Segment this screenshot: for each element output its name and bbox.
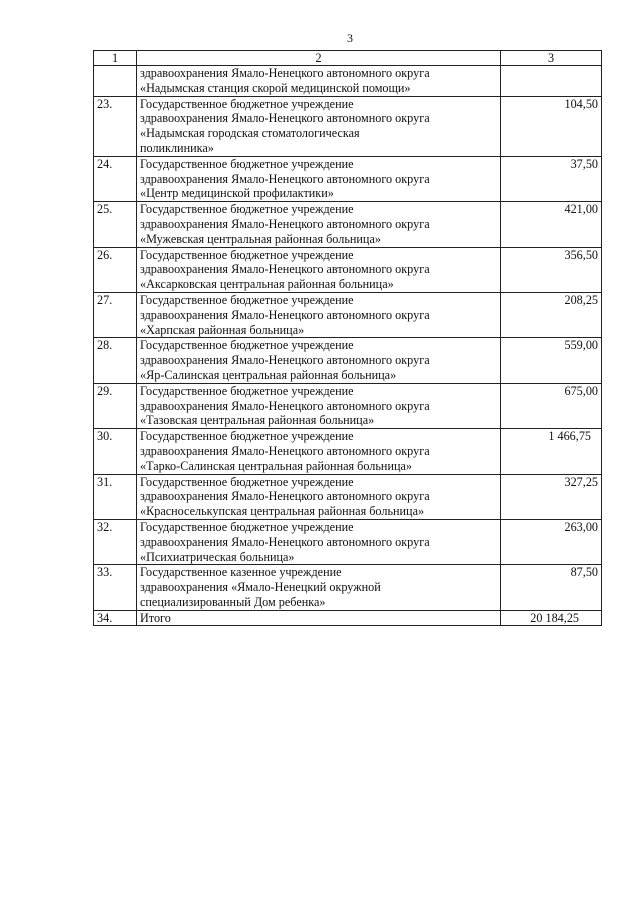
- name-line: Государственное бюджетное учреждение: [140, 474, 354, 489]
- table-row: [94, 474, 602, 519]
- institution-name: [137, 565, 501, 610]
- row-number: 24.: [94, 156, 137, 201]
- row-number: 32.: [94, 519, 137, 564]
- row-number: 29.: [94, 383, 137, 428]
- name-line: Государственное бюджетное учреждение: [140, 156, 354, 171]
- institution-name: [137, 519, 501, 564]
- institution-name: [137, 202, 501, 247]
- allocation-table: [93, 50, 602, 626]
- name-line: «Психиатрическая больница»: [140, 549, 295, 564]
- amount-cell: 675,00: [501, 383, 602, 428]
- row-number: 28.: [94, 338, 137, 383]
- name-line: здравоохранения «Ямало-Ненецкий окружной: [140, 580, 381, 595]
- amount-cell: 87,50: [501, 565, 602, 610]
- table-header-row: [94, 51, 602, 66]
- column-header-number: 1: [94, 51, 137, 66]
- table-row: [94, 156, 602, 201]
- institution-name: [137, 292, 501, 337]
- name-line: здравоохранения Ямало-Ненецкого автономного округа: [140, 171, 430, 186]
- name-line: здравоохранения Ямало-Ненецкого автономного округа: [140, 489, 430, 504]
- row-number: 27.: [94, 292, 137, 337]
- amount-cell: 421,00: [501, 202, 602, 247]
- institution-name: [137, 474, 501, 519]
- name-line: «Мужевская центральная районная больница»: [140, 231, 381, 246]
- amount-cell: 327,25: [501, 474, 602, 519]
- name-line: здравоохранения Ямало-Ненецкого автономного округа: [140, 216, 430, 231]
- name-line: здравоохранения Ямало-Ненецкого автономного округа: [140, 111, 430, 126]
- name-line: Государственное бюджетное учреждение: [140, 247, 354, 262]
- name-line: «Харпская районная больница»: [140, 322, 305, 337]
- page-number: 3: [347, 31, 353, 45]
- total-label: Итого: [137, 610, 501, 626]
- table-row: [94, 247, 602, 292]
- institution-name: [137, 96, 501, 156]
- institution-name: [137, 383, 501, 428]
- name-line: Государственное казенное учреждение: [140, 565, 342, 580]
- table-row: [94, 519, 602, 564]
- row-number: 31.: [94, 474, 137, 519]
- name-line: здравоохранения Ямало-Ненецкого автономного округа: [140, 534, 430, 549]
- row-number: 26.: [94, 247, 137, 292]
- amount-cell: 356,50: [501, 247, 602, 292]
- table-body: [94, 66, 602, 626]
- name-line: «Красноселькупская центральная районная больница»: [140, 504, 425, 519]
- institution-name: [137, 429, 501, 474]
- table-row: [94, 96, 602, 156]
- amount-cell: 1 466,75: [501, 429, 602, 474]
- amount-cell: 263,00: [501, 519, 602, 564]
- institution-name: [137, 66, 501, 97]
- name-line: поликлиника»: [140, 140, 214, 155]
- row-number: 30.: [94, 429, 137, 474]
- table-row: [94, 383, 602, 428]
- name-line: здравоохранения Ямало-Ненецкого автономного округа: [140, 398, 430, 413]
- name-line: Государственное бюджетное учреждение: [140, 519, 354, 534]
- row-number: 23.: [94, 96, 137, 156]
- name-line: «Центр медицинской профилактики»: [140, 186, 334, 201]
- total-amount: 20 184,25: [501, 610, 602, 626]
- name-line: здравоохранения Ямало-Ненецкого автономного округа: [140, 262, 430, 277]
- name-line: здравоохранения Ямало-Ненецкого автономного округа: [140, 66, 430, 80]
- name-line: «Тарко-Салинская центральная районная больница»: [140, 458, 413, 473]
- institution-name: [137, 338, 501, 383]
- name-line: Государственное бюджетное учреждение: [140, 292, 354, 307]
- name-line: Государственное бюджетное учреждение: [140, 383, 354, 398]
- name-line: «Яр-Салинская центральная районная больница»: [140, 367, 397, 382]
- table-row-continuation: [94, 66, 602, 97]
- table-row: [94, 565, 602, 610]
- amount-cell: 208,25: [501, 292, 602, 337]
- amount-cell: [501, 66, 602, 97]
- name-line: «Надымская станция скорой медицинской помощи»: [140, 80, 411, 95]
- row-number: [94, 66, 137, 97]
- name-line: Государственное бюджетное учреждение: [140, 429, 354, 444]
- column-header-amount: 3: [501, 51, 602, 66]
- name-line: здравоохранения Ямало-Ненецкого автономного округа: [140, 353, 430, 368]
- name-line: «Надымская городская стоматологическая: [140, 126, 360, 141]
- amount-cell: 559,00: [501, 338, 602, 383]
- amount-cell: 37,50: [501, 156, 602, 201]
- table-row: [94, 292, 602, 337]
- name-line: специализированный Дом ребенка»: [140, 594, 326, 609]
- institution-name: [137, 156, 501, 201]
- table-row: [94, 202, 602, 247]
- name-line: «Аксарковская центральная районная больница»: [140, 277, 394, 292]
- table-row: [94, 338, 602, 383]
- name-line: здравоохранения Ямало-Ненецкого автономного округа: [140, 307, 430, 322]
- name-line: Государственное бюджетное учреждение: [140, 96, 354, 111]
- table-row: [94, 429, 602, 474]
- row-number: 25.: [94, 202, 137, 247]
- institution-name: [137, 247, 501, 292]
- amount-cell: 104,50: [501, 96, 602, 156]
- name-line: Государственное бюджетное учреждение: [140, 338, 354, 353]
- name-line: здравоохранения Ямало-Ненецкого автономного округа: [140, 443, 430, 458]
- name-line: «Тазовская центральная районная больница»: [140, 413, 375, 428]
- column-header-institution: 2: [137, 51, 501, 66]
- name-line: Государственное бюджетное учреждение: [140, 202, 354, 217]
- row-number: 34.: [94, 610, 137, 626]
- row-number: 33.: [94, 565, 137, 610]
- table-row-total: [94, 610, 602, 626]
